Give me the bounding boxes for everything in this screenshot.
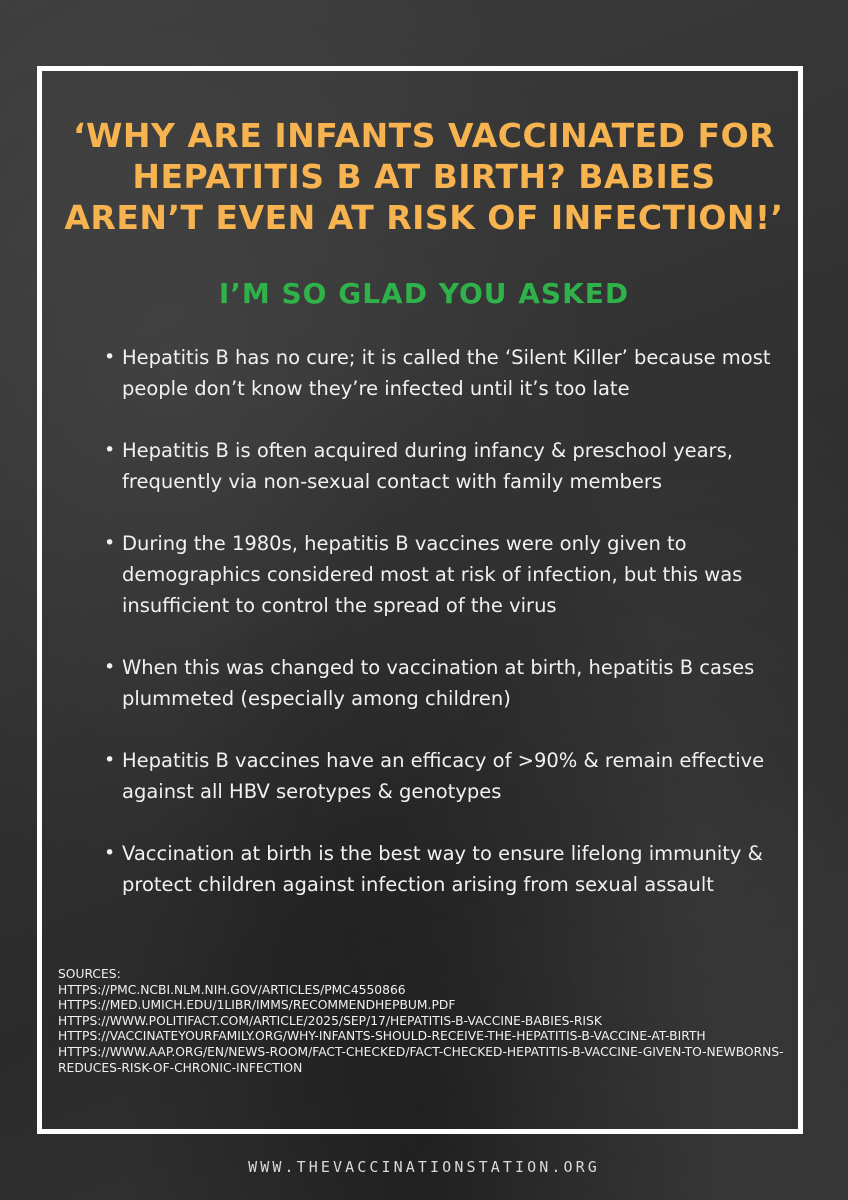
bullet-item	[104, 435, 784, 497]
bullet-text: Hepatitis B is often acquired during infancy & preschool years, frequently via non-sexual contact with family members	[122, 439, 733, 493]
bullet-icon: •	[104, 656, 116, 678]
bullet-icon: •	[104, 439, 116, 461]
bullet-icon: •	[104, 532, 116, 554]
bullet-icon: •	[104, 842, 116, 864]
source-link[interactable]: HTTPS://WWW.AAP.ORG/EN/NEWS-ROOM/FACT-CHECKED/FACT-CHECKED-HEPATITIS-B-VACCINE-GIVEN-TO-NEWBORNS-REDUCES-RISK-OF-CHRONIC-INFECTION	[58, 1044, 784, 1075]
sources-section	[58, 967, 788, 1076]
bullet-list	[104, 342, 784, 931]
bullet-text: During the 1980s, hepatitis B vaccines were only given to demographics considered most at risk of infection, but this was insufficient to control the spread of the virus	[122, 532, 743, 617]
bullet-text: Vaccination at birth is the best way to ensure lifelong immunity & protect children against infection arising from sexual assault	[122, 842, 763, 896]
bullet-item	[104, 528, 784, 621]
sources-label: SOURCES:	[58, 967, 121, 981]
bullet-text: Hepatitis B has no cure; it is called the ‘Silent Killer’ because most people don’t know they’re infected until it’s too late	[122, 346, 771, 400]
source-link[interactable]: HTTPS://WWW.POLITIFACT.COM/ARTICLE/2025/SEP/17/HEPATITIS-B-VACCINE-BABIES-RISK	[58, 1013, 602, 1028]
bullet-icon: •	[104, 749, 116, 771]
bullet-item	[104, 652, 784, 714]
bullet-item	[104, 342, 784, 404]
bullet-text: Hepatitis B vaccines have an efficacy of >90% & remain effective against all HBV serotypes & genotypes	[122, 749, 765, 803]
bullet-icon: •	[104, 346, 116, 368]
source-link[interactable]: HTTPS://PMC.NCBI.NLM.NIH.GOV/ARTICLES/PMC4550866	[58, 982, 406, 997]
subheadline: I’M SO GLAD YOU ASKED	[218, 277, 630, 310]
source-link[interactable]: HTTPS://MED.UMICH.EDU/1LIBR/IMMS/RECOMMENDHEPBUM.PDF	[58, 998, 456, 1013]
footer-website[interactable]: WWW.THEVACCINATIONSTATION.ORG	[248, 1158, 600, 1176]
source-link[interactable]: HTTPS://VACCINATEYOURFAMILY.ORG/WHY-INFANTS-SHOULD-RECEIVE-THE-HEPATITIS-B-VACCINE-AT-BIRTH	[58, 1029, 706, 1044]
headline: ‘WHY ARE INFANTS VACCINATED FOR HEPATITIS B AT BIRTH? BABIES AREN’T EVEN AT RISK OF INFECTION!’	[64, 116, 784, 237]
bullet-item	[104, 838, 784, 900]
bullet-text: When this was changed to vaccination at birth, hepatitis B cases plummeted (especially among children)	[122, 656, 755, 710]
bullet-item	[104, 745, 784, 807]
